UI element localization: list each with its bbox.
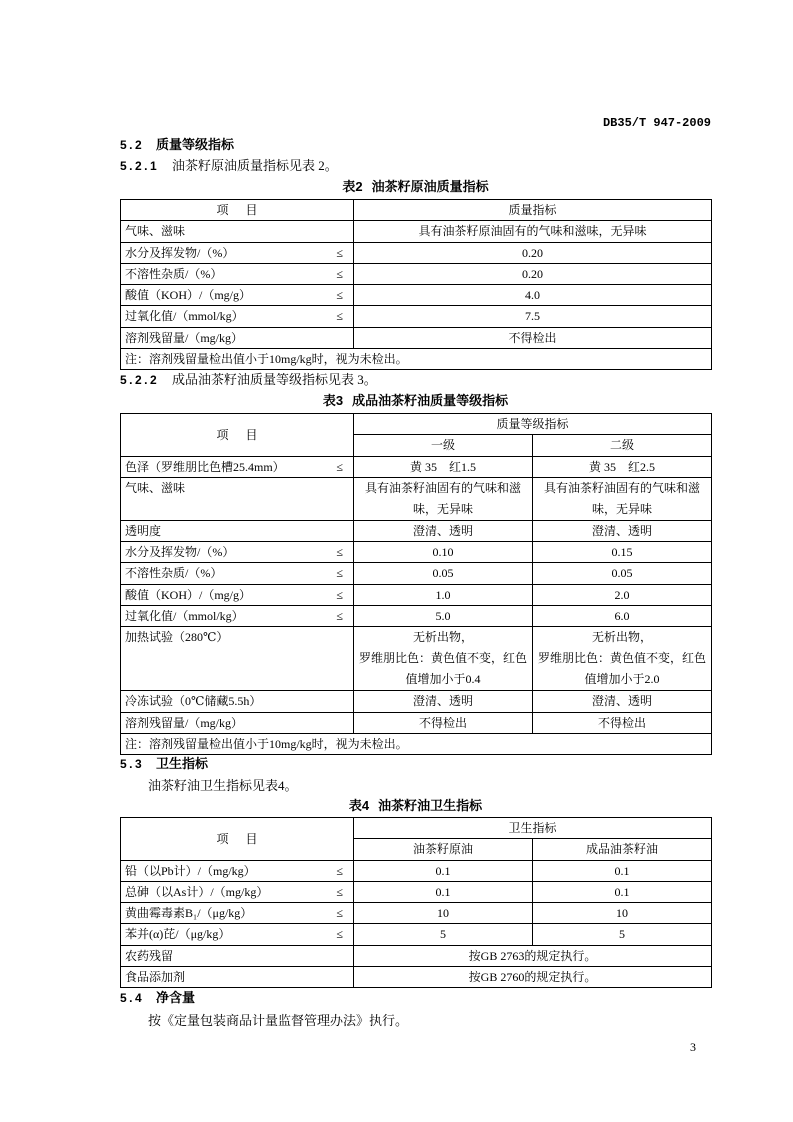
item-cell-content bbox=[125, 457, 349, 477]
grade-1-value: 5.0 bbox=[354, 606, 533, 627]
table-row bbox=[121, 242, 712, 263]
item-label: 不溶性杂质/（%） bbox=[125, 266, 223, 281]
crude-oil-value: 10 bbox=[354, 903, 533, 924]
table-row bbox=[121, 477, 712, 520]
less-than-or-equal-sign: ≤ bbox=[336, 309, 343, 324]
item-cell bbox=[121, 221, 354, 242]
item-cell bbox=[121, 285, 354, 306]
table-row bbox=[121, 967, 712, 988]
table-note: 注：溶剂残留量检出值小于10mg/kg时，视为未检出。 bbox=[121, 349, 712, 370]
header-item: 项 目 bbox=[121, 818, 354, 861]
less-than-or-equal-sign: ≤ bbox=[336, 587, 343, 602]
item-cell-content bbox=[125, 306, 349, 326]
table-row bbox=[121, 606, 712, 627]
section-5-3-title: 卫生指标 bbox=[156, 756, 209, 771]
item-label: 溶剂残留量/（mg/kg） bbox=[125, 330, 244, 345]
item-cell bbox=[121, 627, 354, 691]
cell-text-line: 无析出物， bbox=[592, 630, 653, 645]
grade-2-value: 2.0 bbox=[533, 584, 712, 605]
item-cell bbox=[121, 520, 354, 541]
section-5-4-text: 按《定量包装商品计量监督管理办法》执行。 bbox=[148, 1013, 409, 1028]
header-grade-2: 二级 bbox=[533, 435, 712, 456]
cell-text-line: 值增加小于2.0 bbox=[584, 672, 660, 687]
cell-text-line: 值增加小于0.4 bbox=[405, 672, 481, 687]
less-than-or-equal-sign: ≤ bbox=[336, 459, 343, 474]
merged-value: 按GB 2760的规定执行。 bbox=[354, 967, 712, 988]
section-5-3-number: 5.3 bbox=[120, 757, 145, 771]
table-row bbox=[121, 627, 712, 691]
crude-oil-value: 5 bbox=[354, 924, 533, 945]
document-code: DB35/T 947-2009 bbox=[602, 116, 711, 130]
item-cell-content bbox=[125, 264, 349, 284]
item-cell-content bbox=[125, 478, 349, 498]
grade-1-value: 澄清、透明 bbox=[354, 691, 533, 712]
item-cell-content bbox=[125, 627, 349, 647]
item-cell bbox=[121, 712, 354, 733]
item-cell bbox=[121, 306, 354, 327]
grade-2-value: 0.05 bbox=[533, 563, 712, 584]
table-row bbox=[121, 563, 712, 584]
section-5-3-text: 油茶籽油卫生指标见表4。 bbox=[148, 778, 298, 793]
item-cell bbox=[121, 477, 354, 520]
value-cell: 7.5 bbox=[354, 306, 712, 327]
section-5-2-title: 质量等级指标 bbox=[156, 137, 235, 152]
table-note-row bbox=[121, 733, 712, 754]
finished-oil-value: 0.1 bbox=[533, 881, 712, 902]
grade-1-value: 0.05 bbox=[354, 563, 533, 584]
item-cell bbox=[121, 327, 354, 348]
grade-1-value: 0.10 bbox=[354, 542, 533, 563]
item-cell-content bbox=[125, 882, 349, 902]
header-quality-grade: 质量等级指标 bbox=[354, 414, 712, 435]
table-4-caption-title: 油茶籽油卫生指标 bbox=[378, 798, 483, 813]
item-label: 溶剂残留量/（mg/kg） bbox=[125, 715, 244, 730]
less-than-or-equal-sign: ≤ bbox=[336, 566, 343, 581]
item-label: 食品添加剂 bbox=[125, 970, 186, 985]
item-cell-content bbox=[125, 691, 349, 711]
item-cell-content bbox=[125, 585, 349, 605]
item-cell-content bbox=[125, 221, 349, 241]
table-row bbox=[121, 584, 712, 605]
grade-2-value: 6.0 bbox=[533, 606, 712, 627]
item-cell bbox=[121, 860, 354, 881]
item-label: 透明度 bbox=[125, 523, 162, 538]
cell-text-line: 罗维朋比色：黄色值不变，红色 bbox=[358, 651, 527, 666]
grade-1-value: 黄 35 红1.5 bbox=[354, 456, 533, 477]
table-4 bbox=[120, 817, 712, 988]
table-3-caption-number: 表3 bbox=[322, 393, 344, 408]
section-5-4-title: 净含量 bbox=[156, 990, 196, 1005]
table-note: 注：溶剂残留量检出值小于10mg/kg时，视为未检出。 bbox=[121, 733, 712, 754]
item-label: 铅（以Pb计）/（mg/kg） bbox=[125, 863, 256, 878]
finished-oil-value: 10 bbox=[533, 903, 712, 924]
table-row bbox=[121, 263, 712, 284]
table-header-row bbox=[121, 818, 712, 839]
value-cell: 具有油茶籽原油固有的气味和滋味，无异味 bbox=[354, 221, 712, 242]
table-row bbox=[121, 903, 712, 924]
header-hygiene-index: 卫生指标 bbox=[354, 818, 712, 839]
value-cell: 0.20 bbox=[354, 242, 712, 263]
grade-1-value: 不得检出 bbox=[354, 712, 533, 733]
table-row bbox=[121, 221, 712, 242]
finished-oil-value: 0.1 bbox=[533, 860, 712, 881]
value-cell: 不得检出 bbox=[354, 327, 712, 348]
item-cell-content bbox=[125, 606, 349, 626]
item-cell-content bbox=[125, 713, 349, 733]
item-cell-content bbox=[125, 563, 349, 583]
table-4-caption bbox=[120, 798, 711, 814]
item-cell bbox=[121, 584, 354, 605]
item-label: 冷冻试验（0℃储藏5.5h） bbox=[125, 694, 262, 709]
table-note-row bbox=[121, 349, 712, 370]
grade-2-value bbox=[533, 477, 712, 520]
table-row bbox=[121, 327, 712, 348]
item-cell bbox=[121, 881, 354, 902]
header-grade-1: 一级 bbox=[354, 435, 533, 456]
item-cell bbox=[121, 691, 354, 712]
section-5-2-2-text: 成品油茶籽油质量等级指标见表 3。 bbox=[172, 372, 377, 387]
item-cell bbox=[121, 242, 354, 263]
less-than-or-equal-sign: ≤ bbox=[336, 545, 343, 560]
table-row bbox=[121, 691, 712, 712]
cell-text-line: 罗维朋比色：黄色值不变，红色 bbox=[538, 651, 707, 666]
item-label: 黄曲霉毒素B₁/（μg/kg） bbox=[125, 906, 253, 921]
item-cell bbox=[121, 456, 354, 477]
section-5-2-number: 5.2 bbox=[120, 138, 145, 152]
item-label: 水分及挥发物/（%） bbox=[125, 545, 235, 560]
table-row bbox=[121, 881, 712, 902]
item-cell-content bbox=[125, 542, 349, 562]
table-2 bbox=[120, 199, 712, 370]
item-label: 农药残留 bbox=[125, 948, 174, 963]
item-cell bbox=[121, 903, 354, 924]
section-5-4-number: 5.4 bbox=[120, 991, 145, 1005]
less-than-or-equal-sign: ≤ bbox=[336, 266, 343, 281]
item-cell-content bbox=[125, 967, 349, 987]
item-cell-content bbox=[125, 521, 349, 541]
table-header-row bbox=[121, 200, 712, 221]
less-than-or-equal-sign: ≤ bbox=[336, 288, 343, 303]
table-row bbox=[121, 860, 712, 881]
grade-2-value: 澄清、透明 bbox=[533, 691, 712, 712]
item-label: 气味、滋味 bbox=[125, 224, 186, 239]
item-cell-content bbox=[125, 285, 349, 305]
table-3-caption-title: 成品油茶籽油质量等级指标 bbox=[352, 393, 509, 408]
table-row bbox=[121, 945, 712, 966]
item-cell bbox=[121, 967, 354, 988]
less-than-or-equal-sign: ≤ bbox=[336, 884, 343, 899]
table-row bbox=[121, 520, 712, 541]
item-cell-content bbox=[125, 924, 349, 944]
table-row bbox=[121, 712, 712, 733]
item-cell bbox=[121, 563, 354, 584]
item-cell-content bbox=[125, 861, 349, 881]
item-label: 水分及挥发物/（%） bbox=[125, 245, 235, 260]
item-label: 过氧化值/（mmol/kg） bbox=[125, 609, 244, 624]
grade-2-value bbox=[533, 627, 712, 691]
item-label: 气味、滋味 bbox=[125, 480, 186, 495]
table-row bbox=[121, 285, 712, 306]
table-4-caption-number: 表4 bbox=[348, 798, 370, 813]
item-label: 不溶性杂质/（%） bbox=[125, 566, 223, 581]
cell-text-line: 具有油茶籽油固有的气味和滋 bbox=[544, 480, 701, 495]
header-crude-oil: 油茶籽原油 bbox=[354, 839, 533, 860]
item-label: 酸值（KOH）/（mg/g） bbox=[125, 288, 252, 303]
grade-1-value: 1.0 bbox=[354, 584, 533, 605]
table-header-row bbox=[121, 414, 712, 435]
grade-2-value: 0.15 bbox=[533, 542, 712, 563]
merged-value: 按GB 2763的规定执行。 bbox=[354, 945, 712, 966]
section-5-2-2-number: 5.2.2 bbox=[120, 373, 160, 387]
cell-text-line: 味，无异味 bbox=[592, 501, 653, 516]
item-cell-content bbox=[125, 243, 349, 263]
page-number: 3 bbox=[690, 1040, 696, 1054]
table-row bbox=[121, 456, 712, 477]
item-label: 色泽（罗维朋比色槽25.4mm） bbox=[125, 459, 285, 474]
less-than-or-equal-sign: ≤ bbox=[336, 245, 343, 260]
cell-text-line: 具有油茶籽油固有的气味和滋 bbox=[364, 480, 521, 495]
table-row bbox=[121, 306, 712, 327]
item-label: 总砷（以As计）/（mg/kg） bbox=[125, 884, 269, 899]
item-label: 加热试验（280℃） bbox=[125, 630, 229, 645]
table-3-caption bbox=[120, 393, 711, 409]
grade-1-value: 澄清、透明 bbox=[354, 520, 533, 541]
item-cell bbox=[121, 606, 354, 627]
item-cell bbox=[121, 542, 354, 563]
table-2-caption-title: 油茶籽原油质量指标 bbox=[371, 179, 489, 194]
section-5-2-1-number: 5.2.1 bbox=[120, 159, 160, 173]
cell-text-line: 味，无异味 bbox=[412, 501, 473, 516]
item-cell-content bbox=[125, 328, 349, 348]
item-cell bbox=[121, 263, 354, 284]
less-than-or-equal-sign: ≤ bbox=[336, 863, 343, 878]
item-cell-content bbox=[125, 903, 349, 923]
table-row bbox=[121, 924, 712, 945]
value-cell: 0.20 bbox=[354, 263, 712, 284]
value-cell: 4.0 bbox=[354, 285, 712, 306]
header-finished-oil: 成品油茶籽油 bbox=[533, 839, 712, 860]
less-than-or-equal-sign: ≤ bbox=[336, 927, 343, 942]
item-label: 酸值（KOH）/（mg/g） bbox=[125, 587, 252, 602]
table-2-caption bbox=[120, 179, 711, 195]
item-cell-content bbox=[125, 946, 349, 966]
header-item: 项 目 bbox=[121, 200, 354, 221]
crude-oil-value: 0.1 bbox=[354, 860, 533, 881]
table-3 bbox=[120, 413, 712, 755]
less-than-or-equal-sign: ≤ bbox=[336, 906, 343, 921]
grade-2-value: 不得检出 bbox=[533, 712, 712, 733]
item-cell bbox=[121, 924, 354, 945]
grade-2-value: 黄 35 红2.5 bbox=[533, 456, 712, 477]
finished-oil-value: 5 bbox=[533, 924, 712, 945]
cell-text-line: 无析出物， bbox=[412, 630, 473, 645]
grade-2-value: 澄清、透明 bbox=[533, 520, 712, 541]
item-cell bbox=[121, 945, 354, 966]
header-quality-index: 质量指标 bbox=[354, 200, 712, 221]
table-2-caption-number: 表2 bbox=[342, 179, 363, 194]
grade-1-value bbox=[354, 627, 533, 691]
item-label: 苯并(α)芘/（μg/kg） bbox=[125, 927, 231, 942]
item-label: 过氧化值/（mmol/kg） bbox=[125, 309, 244, 324]
grade-1-value bbox=[354, 477, 533, 520]
header-item: 项 目 bbox=[121, 414, 354, 457]
table-row bbox=[121, 542, 712, 563]
crude-oil-value: 0.1 bbox=[354, 881, 533, 902]
section-5-2-1-text: 油茶籽原油质量指标见表 2。 bbox=[172, 158, 338, 173]
less-than-or-equal-sign: ≤ bbox=[336, 609, 343, 624]
